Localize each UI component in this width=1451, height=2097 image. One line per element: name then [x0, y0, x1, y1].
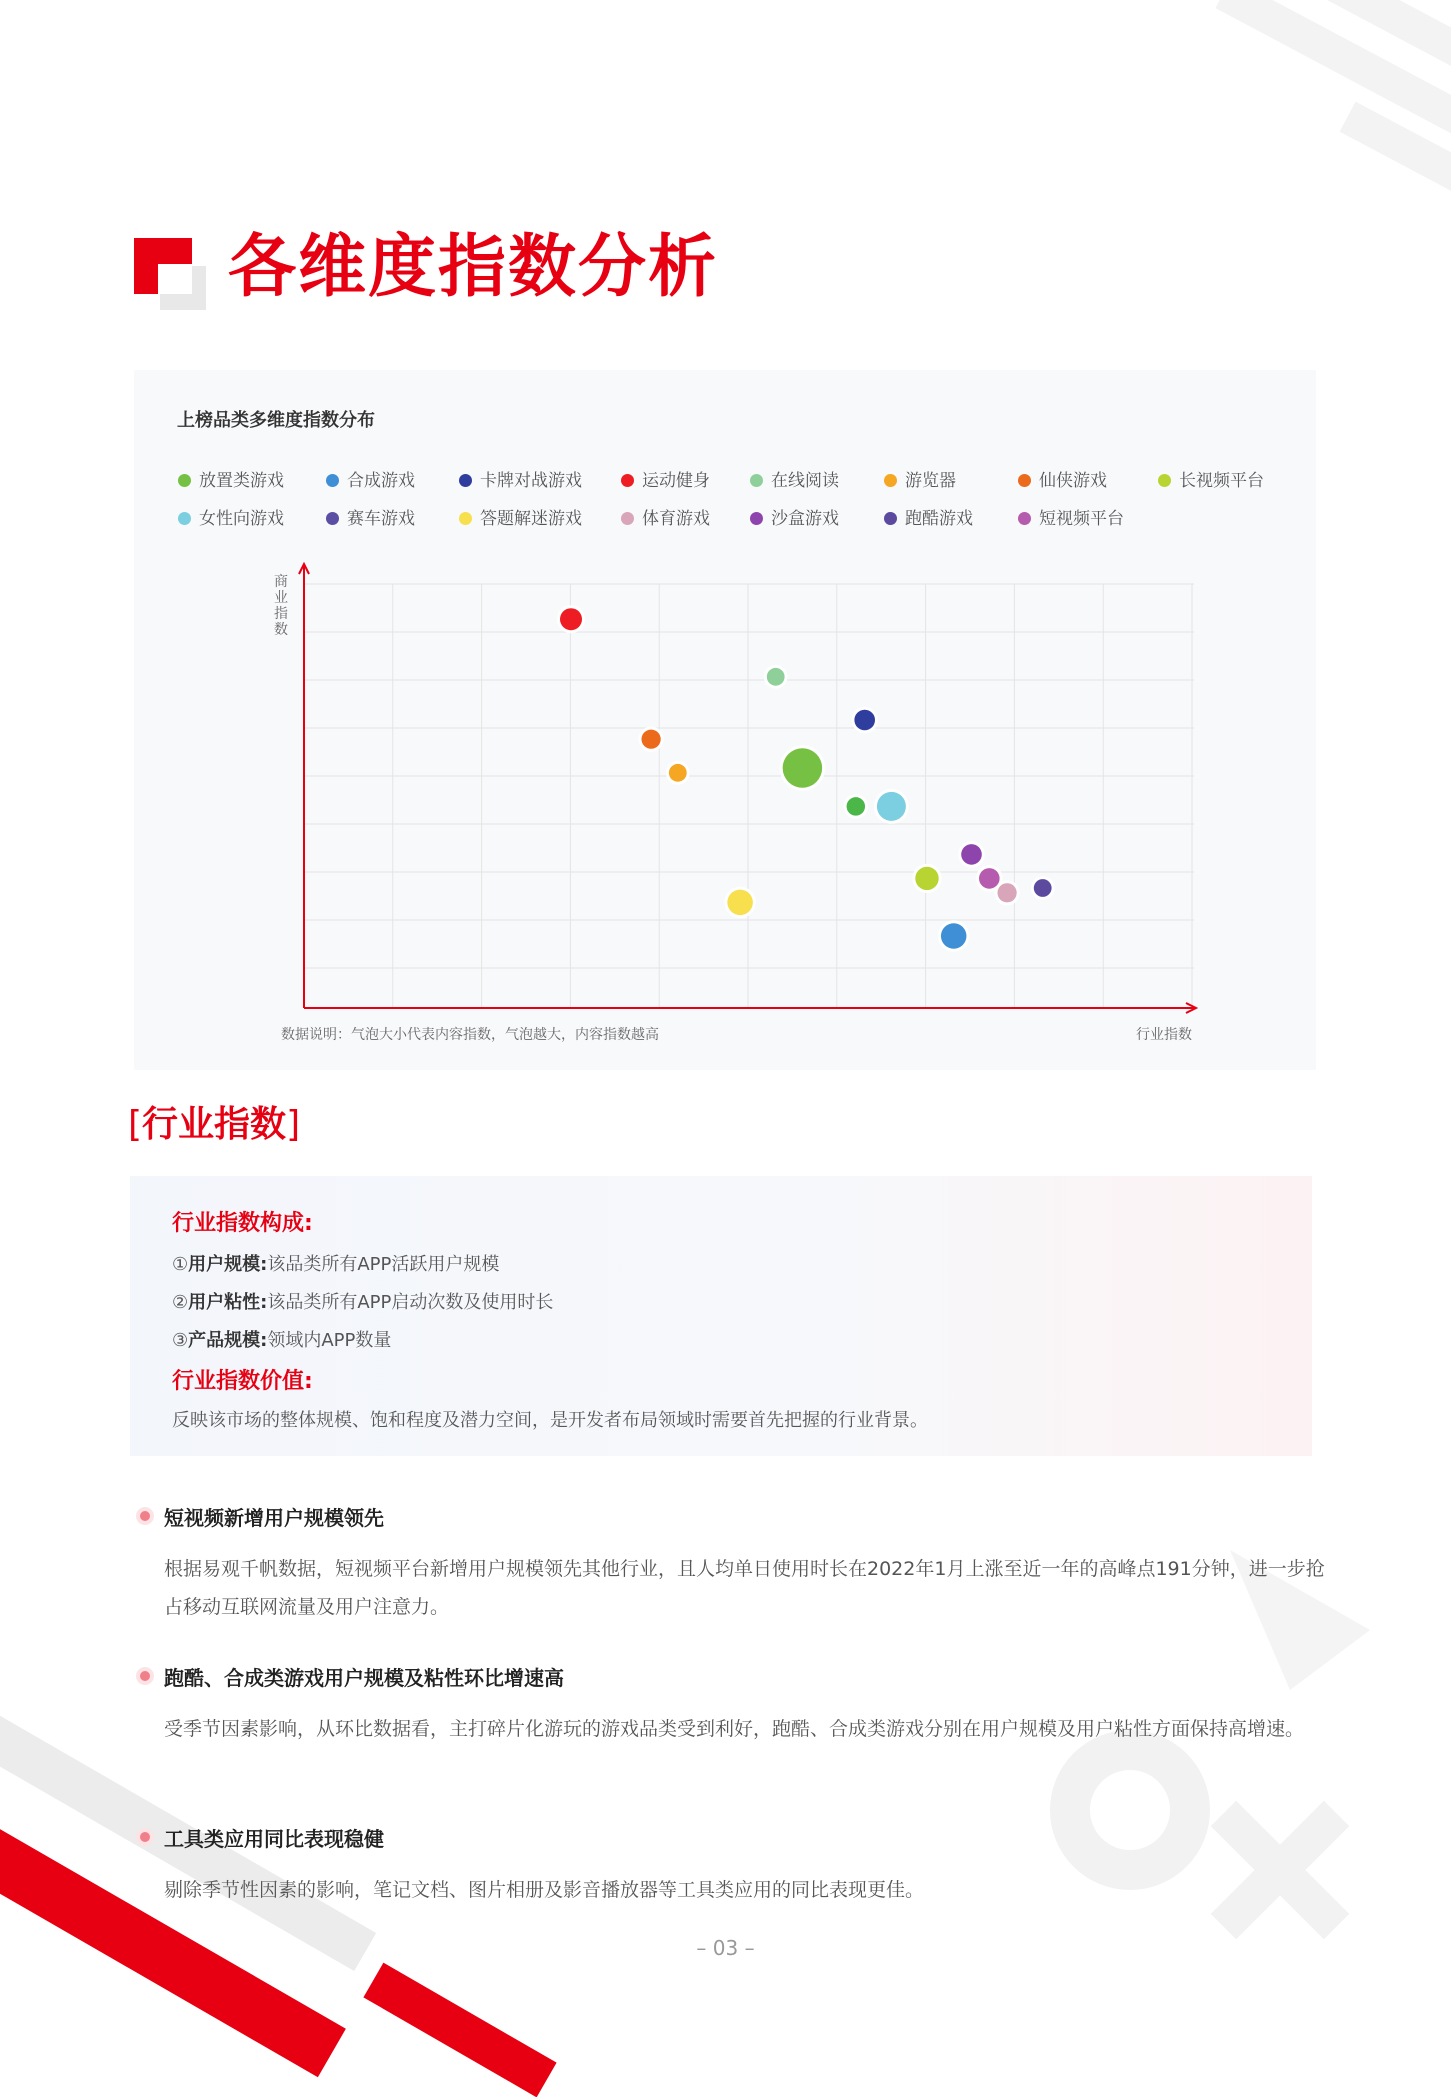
- legend-item[interactable]: [459, 470, 582, 492]
- legend-swatch: [1018, 512, 1031, 525]
- legend-label: 沙盒游戏: [771, 509, 839, 529]
- legend-item[interactable]: [1158, 470, 1264, 492]
- legend-item[interactable]: [326, 470, 415, 492]
- item-prefix: ①: [172, 1254, 189, 1275]
- highlight-bullet: [140, 1832, 150, 1842]
- highlight-title: 工具类应用同比表现稳健: [164, 1827, 384, 1851]
- legend-swatch: [884, 474, 897, 487]
- legend-item[interactable]: [621, 470, 710, 492]
- item-key: 用户规模:: [188, 1254, 268, 1275]
- bubble-point[interactable]: [877, 792, 906, 821]
- chart-note: 数据说明：气泡大小代表内容指数，气泡越大，内容指数越高: [281, 1027, 659, 1043]
- section-bracket-right: ]: [286, 1104, 301, 1145]
- bubble-point[interactable]: [783, 748, 823, 788]
- legend-label: 短视频平台: [1039, 509, 1124, 529]
- legend-item[interactable]: [621, 508, 710, 530]
- y-axis-label: 商业指数: [274, 574, 288, 638]
- composition-item: [172, 1288, 553, 1314]
- composition-heading: 行业指数构成:: [172, 1211, 313, 1236]
- legend-item[interactable]: [459, 508, 582, 530]
- value-text: 反映该市场的整体规模、饱和程度及潜力空间，是开发者布局领域时需要首先把握的行业背景。: [172, 1410, 928, 1431]
- bubble-point[interactable]: [998, 883, 1017, 902]
- legend-label: 答题解迷游戏: [480, 509, 582, 529]
- x-axis-label: 行业指数: [1136, 1027, 1192, 1043]
- highlight-body: 根据易观千帆数据，短视频平台新增用户规模领先其他行业，且人均单日使用时长在2022年1月上涨至近一年的高峰点191分钟，进一步抢占移动互联网流量及用户注意力。: [164, 1558, 1325, 1618]
- legend-label: 放置类游戏: [199, 471, 284, 491]
- section-label-text: 行业指数: [142, 1104, 287, 1145]
- legend-swatch: [459, 474, 472, 487]
- bubble-point[interactable]: [1034, 879, 1052, 897]
- legend-item[interactable]: [884, 470, 956, 492]
- item-prefix: ③: [172, 1330, 189, 1351]
- legend-label: 女性向游戏: [199, 509, 284, 529]
- legend-item[interactable]: [750, 508, 839, 530]
- legend-item[interactable]: [1018, 470, 1107, 492]
- legend-item[interactable]: [750, 470, 839, 492]
- item-key: 用户粘性:: [188, 1292, 268, 1313]
- value-heading: 行业指数价值:: [172, 1369, 313, 1394]
- legend-label: 仙侠游戏: [1039, 471, 1107, 491]
- bubble-chart: [290, 560, 1210, 1020]
- legend-swatch: [621, 512, 634, 525]
- heading-mark-notch: [158, 264, 192, 294]
- legend-item[interactable]: [1018, 508, 1124, 530]
- highlight-bullet: [140, 1511, 150, 1521]
- page-title: 各维度指数分析: [228, 228, 719, 307]
- legend-label: 合成游戏: [347, 471, 415, 491]
- bubble-point[interactable]: [727, 890, 753, 916]
- highlight-title: 跑酷、合成类游戏用户规模及粘性环比增速高: [164, 1666, 564, 1690]
- item-prefix: ②: [172, 1292, 189, 1313]
- legend-swatch: [750, 474, 763, 487]
- legend-swatch: [326, 474, 339, 487]
- legend-swatch: [1018, 474, 1031, 487]
- bubble-point[interactable]: [847, 797, 866, 816]
- legend-item[interactable]: [178, 508, 284, 530]
- legend-label: 运动健身: [642, 471, 710, 491]
- bubble-point[interactable]: [941, 923, 967, 949]
- legend-label: 跑酷游戏: [905, 509, 973, 529]
- legend-swatch: [178, 474, 191, 487]
- bubble-point[interactable]: [961, 844, 982, 865]
- legend-swatch: [1158, 474, 1171, 487]
- legend-swatch: [750, 512, 763, 525]
- legend-label: 体育游戏: [642, 509, 710, 529]
- highlight-title: 短视频新增用户规模领先: [164, 1506, 384, 1530]
- bubble-point[interactable]: [854, 710, 875, 731]
- legend-item[interactable]: [326, 508, 415, 530]
- legend-label: 赛车游戏: [347, 509, 415, 529]
- legend-swatch: [178, 512, 191, 525]
- decor-red-stripe-2: [363, 1963, 556, 2097]
- bubble-point[interactable]: [642, 730, 661, 749]
- highlight-body: 剔除季节性因素的影响，笔记文档、图片相册及影音播放器等工具类应用的同比表现更佳。: [164, 1879, 925, 1901]
- highlight-bullet: [140, 1671, 150, 1681]
- item-text: 该品类所有APP活跃用户规模: [267, 1254, 500, 1275]
- bubble-point[interactable]: [915, 867, 938, 890]
- section-label: [128, 1100, 300, 1150]
- legend-label: 卡牌对战游戏: [480, 471, 582, 491]
- bubble-point[interactable]: [669, 764, 687, 782]
- item-text: 该品类所有APP启动次数及使用时长: [267, 1292, 554, 1313]
- page-number: – 03 –: [696, 1936, 755, 1960]
- legend-label: 长视频平台: [1179, 471, 1264, 491]
- chart-title: 上榜品类多维度指数分布: [177, 410, 375, 431]
- composition-item: [172, 1326, 391, 1352]
- legend-label: 游览器: [905, 471, 956, 491]
- composition-item: [172, 1250, 499, 1276]
- item-key: 产品规模:: [188, 1330, 268, 1351]
- item-text: 领域内APP数量: [267, 1330, 392, 1351]
- legend-swatch: [326, 512, 339, 525]
- decor-stripe-top-right-3: [1340, 102, 1451, 273]
- legend-swatch: [884, 512, 897, 525]
- legend-item[interactable]: [178, 470, 284, 492]
- highlight-body: 受季节因素影响，从环比数据看，主打碎片化游玩的游戏品类受到利好，跑酷、合成类游戏分别在用户规模及用户粘性方面保持高增速。: [164, 1718, 1305, 1740]
- bubble-point[interactable]: [560, 608, 582, 630]
- bubble-point[interactable]: [979, 868, 1000, 889]
- bubble-point[interactable]: [767, 668, 785, 686]
- legend-swatch: [459, 512, 472, 525]
- legend-swatch: [621, 474, 634, 487]
- section-bracket-left: [: [128, 1104, 143, 1145]
- legend-label: 在线阅读: [771, 471, 839, 491]
- legend-item[interactable]: [884, 508, 973, 530]
